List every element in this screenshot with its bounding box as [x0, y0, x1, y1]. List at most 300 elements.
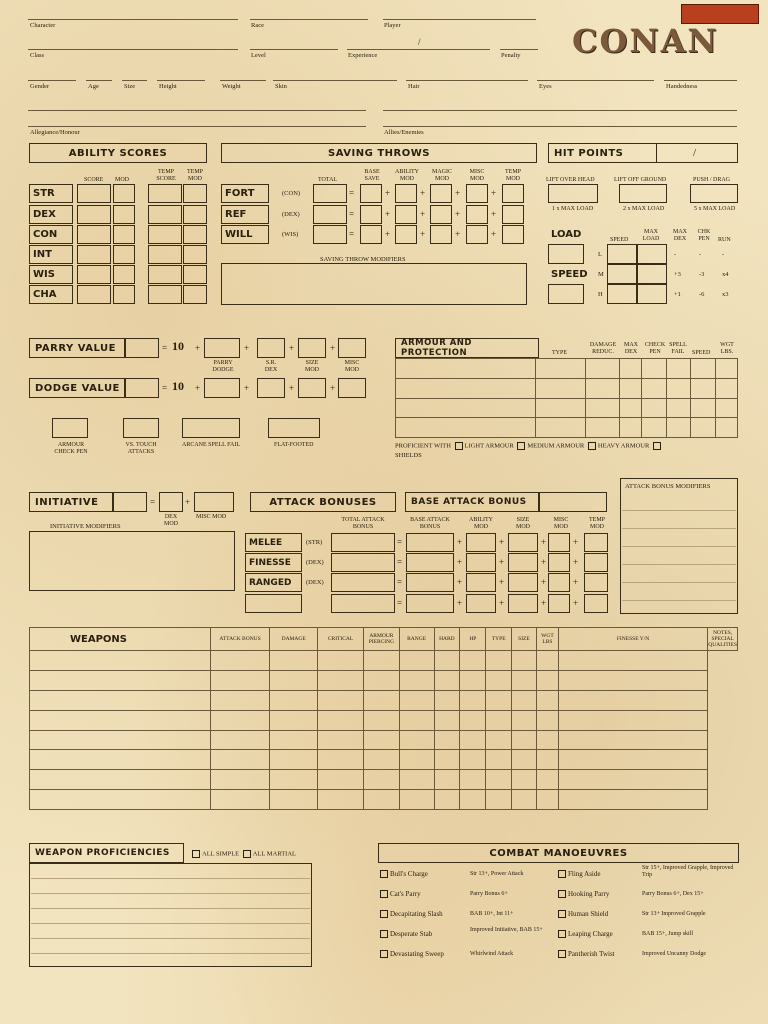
initiative-modifiers-box[interactable]	[29, 531, 235, 591]
defense-component-box[interactable]	[338, 378, 366, 398]
ability-1-name: DEX	[29, 205, 73, 224]
proficiency-line	[31, 953, 310, 954]
weapon-cell[interactable]	[399, 790, 434, 810]
ability-mod-box[interactable]	[113, 205, 135, 224]
push-drag-box[interactable]	[690, 184, 738, 203]
manoeuvre-right-0	[556, 870, 646, 878]
weapon-cell[interactable]	[511, 710, 536, 730]
heavy-armour-checkbox-2[interactable]	[653, 442, 661, 450]
weapon-cell[interactable]	[486, 730, 511, 750]
attack-plus: +	[541, 557, 547, 567]
weapon-cell[interactable]	[318, 651, 364, 671]
weapon-cell[interactable]	[434, 730, 460, 750]
save-component-box[interactable]	[502, 184, 524, 203]
weapon-cell[interactable]	[364, 670, 400, 690]
weapon-cell[interactable]	[486, 710, 511, 730]
weapon-cell[interactable]	[537, 690, 559, 710]
manoeuvre-checkbox[interactable]	[380, 950, 388, 958]
weapon-cell[interactable]	[537, 770, 559, 790]
attack-component-box[interactable]	[466, 573, 496, 592]
manoeuvre-requirement: Str 15+, Improved Grapple, Improved Trip	[642, 865, 734, 878]
weapon-cell[interactable]	[558, 670, 707, 690]
weapon-cell[interactable]	[318, 790, 364, 810]
weapon-cell[interactable]	[558, 770, 707, 790]
armour-cell[interactable]	[620, 359, 642, 379]
weapon-cell[interactable]	[270, 750, 318, 770]
initiative-dex-box[interactable]	[159, 492, 183, 512]
arcane-box[interactable]	[182, 418, 240, 438]
col-armour-wgt: WGT LBS.	[720, 342, 734, 355]
weapons-col-header: WGT LBS	[537, 628, 559, 651]
attack-plus: +	[457, 557, 463, 567]
def-plus: +	[244, 383, 250, 393]
medium-armour-checkbox[interactable]	[517, 442, 525, 450]
save-component-box[interactable]	[430, 184, 452, 203]
load-speed-box[interactable]	[607, 264, 637, 284]
weapon-cell[interactable]	[210, 790, 270, 810]
vs-touch-box[interactable]	[123, 418, 159, 438]
defense-component-box[interactable]	[257, 378, 285, 398]
initiative-eq: =	[150, 497, 156, 507]
ability-temp-mod-box[interactable]	[183, 225, 207, 244]
speed-box[interactable]	[548, 284, 584, 304]
weapon-cell[interactable]	[318, 770, 364, 790]
ability-score-box[interactable]	[77, 225, 111, 244]
weapon-cell[interactable]	[399, 651, 434, 671]
attack-component-box[interactable]	[548, 594, 570, 613]
col-max-dex: MAX DEX	[672, 229, 687, 242]
weapon-cell[interactable]	[364, 690, 400, 710]
defense-component-box[interactable]	[257, 338, 285, 358]
weapon-cell[interactable]	[511, 770, 536, 790]
weapon-cell[interactable]	[558, 730, 707, 750]
weapon-cell[interactable]	[364, 710, 400, 730]
armour-cell[interactable]	[666, 359, 690, 379]
attack-plus: +	[499, 598, 505, 608]
weapon-cell[interactable]	[399, 750, 434, 770]
attack-plus: +	[499, 577, 505, 587]
armour-cell[interactable]	[715, 359, 737, 379]
ability-score-box[interactable]	[77, 205, 111, 224]
initiative-total-box[interactable]	[113, 492, 147, 512]
armour-cell[interactable]	[642, 418, 666, 438]
weapon-cell[interactable]	[460, 730, 486, 750]
weapon-cell[interactable]	[318, 750, 364, 770]
armour-cell[interactable]	[691, 418, 715, 438]
save-component-box[interactable]	[360, 225, 382, 244]
lift-ground-box[interactable]	[619, 184, 667, 203]
attack-component-box[interactable]	[548, 573, 570, 592]
ability-mod-box[interactable]	[113, 245, 135, 264]
weapon-cell[interactable]	[270, 651, 318, 671]
weapon-cell[interactable]	[460, 790, 486, 810]
weapon-cell[interactable]	[460, 651, 486, 671]
ability-temp-score-box[interactable]	[148, 285, 182, 304]
weapon-cell[interactable]	[558, 750, 707, 770]
attack-component-box[interactable]	[584, 573, 608, 592]
save-component-box[interactable]	[466, 184, 488, 203]
weapon-cell[interactable]	[537, 790, 559, 810]
armour-cell[interactable]	[396, 398, 536, 418]
label-weight: Weight	[222, 83, 241, 90]
armour-cell[interactable]	[585, 378, 619, 398]
ability-temp-mod-box[interactable]	[183, 245, 207, 264]
load-run-value: x3	[722, 291, 729, 298]
manoeuvre-checkbox[interactable]	[380, 910, 388, 918]
weapon-cell[interactable]	[558, 690, 707, 710]
load-box[interactable]	[548, 244, 584, 264]
manoeuvre-checkbox[interactable]	[558, 910, 566, 918]
save-0-name: FORT	[221, 184, 269, 203]
dodge-total-box[interactable]	[125, 378, 159, 398]
weapon-cell[interactable]	[511, 750, 536, 770]
weapon-cell[interactable]	[318, 670, 364, 690]
armour-cell[interactable]	[536, 378, 586, 398]
weapon-cell[interactable]	[364, 730, 400, 750]
armour-cell[interactable]	[715, 378, 737, 398]
attack-total-box[interactable]	[331, 553, 395, 572]
save-total-box[interactable]	[313, 205, 347, 224]
save-total-box[interactable]	[313, 225, 347, 244]
col-attack-size: SIZE MOD	[515, 517, 530, 530]
weapon-cell[interactable]	[558, 651, 707, 671]
weapon-cell[interactable]	[318, 730, 364, 750]
armour-check-box[interactable]	[52, 418, 88, 438]
ability-temp-mod-box[interactable]	[183, 265, 207, 284]
col-total-attack: TOTAL ATTACK BONUS	[341, 517, 385, 530]
ability-temp-mod-box[interactable]	[183, 184, 207, 203]
weapon-cell[interactable]	[270, 710, 318, 730]
load-maxload-box[interactable]	[637, 264, 667, 284]
armour-cell[interactable]	[396, 418, 536, 438]
weapon-cell[interactable]	[537, 651, 559, 671]
saving-throw-modifiers-box[interactable]	[221, 263, 527, 305]
weapon-cell[interactable]	[210, 770, 270, 790]
armour-cell[interactable]	[620, 398, 642, 418]
weapon-cell[interactable]	[30, 670, 211, 690]
weapon-cell[interactable]	[399, 670, 434, 690]
weapon-cell[interactable]	[434, 670, 460, 690]
weapon-cell[interactable]	[364, 651, 400, 671]
flat-footed-box[interactable]	[268, 418, 320, 438]
def-plus: +	[330, 343, 336, 353]
armour-check-label: ARMOUR CHECK PEN	[54, 442, 88, 455]
attack-component-box[interactable]	[508, 553, 538, 572]
all-martial-checkbox[interactable]	[243, 850, 251, 858]
ability-temp-score-box[interactable]	[148, 245, 182, 264]
attack-plus: +	[457, 577, 463, 587]
weapon-cell[interactable]	[558, 790, 707, 810]
weapon-cell[interactable]	[399, 710, 434, 730]
proficiency-line	[31, 938, 310, 939]
load-chkpen-value: -	[699, 251, 702, 258]
armour-cell[interactable]	[642, 378, 666, 398]
ability-temp-mod-box[interactable]	[183, 285, 207, 304]
attack-total-box[interactable]	[331, 573, 395, 592]
attack-component-box[interactable]	[548, 533, 570, 552]
attack-component-box[interactable]	[508, 573, 538, 592]
load-maxload-box[interactable]	[637, 284, 667, 304]
manoeuvre-checkbox[interactable]	[558, 950, 566, 958]
weapon-cell[interactable]	[399, 730, 434, 750]
ability-mod-box[interactable]	[113, 265, 135, 284]
light-armour-checkbox[interactable]	[455, 442, 463, 450]
col-base-save: BASE SAVE	[364, 169, 380, 182]
weapon-cell[interactable]	[434, 710, 460, 730]
armour-cell[interactable]	[620, 378, 642, 398]
armour-cell[interactable]	[396, 359, 536, 379]
hit-points-label: HIT POINTS	[554, 147, 624, 159]
weapon-cell[interactable]	[210, 730, 270, 750]
col-max-load: MAX LOAD	[642, 229, 660, 242]
weapon-cell[interactable]	[210, 690, 270, 710]
parry-ten: 10	[172, 339, 184, 353]
weapon-cell[interactable]	[537, 730, 559, 750]
weapon-cell[interactable]	[30, 770, 211, 790]
attack-component-box[interactable]	[406, 573, 454, 592]
ability-5-name: CHA	[29, 285, 73, 304]
proficient-row	[395, 442, 663, 450]
attack-component-box[interactable]	[406, 553, 454, 572]
weapon-cell[interactable]	[511, 651, 536, 671]
all-simple-checkbox[interactable]	[192, 850, 200, 858]
armour-cell[interactable]	[536, 418, 586, 438]
attack-component-box[interactable]	[584, 594, 608, 613]
medium-armour-label: MEDIUM ARMOUR	[527, 442, 585, 450]
armour-cell[interactable]	[536, 398, 586, 418]
col-chk-pen: CHK PEN	[697, 229, 711, 242]
weapon-cell[interactable]	[210, 750, 270, 770]
attack-component-box[interactable]	[466, 594, 496, 613]
weapon-cell[interactable]	[30, 750, 211, 770]
defense-component-box[interactable]	[298, 378, 326, 398]
col-score: SCORE	[84, 177, 104, 183]
label-eyes: Eyes	[539, 83, 552, 90]
save-component-box[interactable]	[360, 184, 382, 203]
ability-temp-score-box[interactable]	[148, 265, 182, 284]
armour-cell[interactable]	[585, 398, 619, 418]
attack-plus: +	[573, 537, 579, 547]
attack-component-box[interactable]	[466, 533, 496, 552]
attack-component-box[interactable]	[466, 553, 496, 572]
base-attack-bonus-box[interactable]	[539, 492, 607, 512]
weapon-cell[interactable]	[434, 770, 460, 790]
manoeuvre-checkbox[interactable]	[558, 930, 566, 938]
weapon-cell[interactable]	[460, 710, 486, 730]
weapon-cell[interactable]	[511, 690, 536, 710]
weapon-cell[interactable]	[537, 710, 559, 730]
col-armour-maxdex: MAX DEX	[623, 342, 638, 355]
weapon-cell[interactable]	[486, 670, 511, 690]
ability-mod-box[interactable]	[113, 225, 135, 244]
armour-cell[interactable]	[536, 359, 586, 379]
weapon-cell[interactable]	[270, 690, 318, 710]
weapon-cell[interactable]	[399, 690, 434, 710]
weapon-cell[interactable]	[364, 750, 400, 770]
weapons-col-header: ARMOUR PIERCING	[364, 628, 400, 651]
ability-temp-score-box[interactable]	[148, 205, 182, 224]
weapon-cell[interactable]	[30, 730, 211, 750]
load-maxload-box[interactable]	[637, 244, 667, 264]
save-component-box[interactable]	[395, 205, 417, 224]
armour-cell[interactable]	[715, 418, 737, 438]
weapon-cell[interactable]	[364, 770, 400, 790]
ability-mod-box[interactable]	[113, 184, 135, 203]
weapon-cell[interactable]	[486, 770, 511, 790]
save-1-name: REF	[221, 205, 269, 224]
armour-cell[interactable]	[666, 378, 690, 398]
ability-temp-score-box[interactable]	[148, 225, 182, 244]
manoeuvre-checkbox[interactable]	[380, 930, 388, 938]
label-allegiance: Allegiance/Honour	[30, 129, 80, 136]
weapon-cell[interactable]	[511, 730, 536, 750]
weapon-cell[interactable]	[486, 690, 511, 710]
armour-cell[interactable]	[585, 359, 619, 379]
weapon-cell[interactable]	[460, 670, 486, 690]
attack-eq: =	[397, 537, 403, 547]
manoeuvre-checkbox[interactable]	[380, 890, 388, 898]
weapon-cell[interactable]	[210, 670, 270, 690]
manoeuvre-name: Hooking Parry	[568, 890, 610, 898]
weapon-cell[interactable]	[511, 790, 536, 810]
armour-cell[interactable]	[396, 378, 536, 398]
weapon-cell[interactable]	[210, 651, 270, 671]
load-run-value: x4	[722, 271, 729, 278]
weapon-cell[interactable]	[30, 651, 211, 671]
armour-cell[interactable]	[642, 398, 666, 418]
weapon-cell[interactable]	[399, 770, 434, 790]
ability-score-box[interactable]	[77, 184, 111, 203]
manoeuvre-checkbox[interactable]	[380, 870, 388, 878]
weapon-cell[interactable]	[30, 790, 211, 810]
save-component-box[interactable]	[466, 205, 488, 224]
manoeuvre-name: Human Shield	[568, 910, 609, 918]
weapon-cell[interactable]	[364, 790, 400, 810]
weapon-cell[interactable]	[30, 690, 211, 710]
armour-cell[interactable]	[620, 418, 642, 438]
save-component-box[interactable]	[360, 205, 382, 224]
attack-component-box[interactable]	[584, 553, 608, 572]
load-row-1-letter: M	[598, 271, 604, 278]
armour-cell[interactable]	[666, 398, 690, 418]
weapon-cell[interactable]	[434, 651, 460, 671]
ability-score-box[interactable]	[77, 245, 111, 264]
defense-component-box[interactable]	[204, 378, 240, 398]
attack-component-box[interactable]	[548, 553, 570, 572]
load-speed-box[interactable]	[607, 284, 637, 304]
save-component-box[interactable]	[430, 205, 452, 224]
heavy-armour-checkbox[interactable]	[588, 442, 596, 450]
attack-plus: +	[457, 598, 463, 608]
parry-total-box[interactable]	[125, 338, 159, 358]
weapon-cell[interactable]	[486, 790, 511, 810]
save-component-box[interactable]	[430, 225, 452, 244]
weapon-cell[interactable]	[210, 710, 270, 730]
ability-temp-score-box[interactable]	[148, 184, 182, 203]
armour-cell[interactable]	[666, 418, 690, 438]
ability-temp-mod-box[interactable]	[183, 205, 207, 224]
weapon-cell[interactable]	[270, 790, 318, 810]
manoeuvre-right-4	[556, 950, 646, 958]
manoeuvre-checkbox[interactable]	[558, 870, 566, 878]
weapon-cell[interactable]	[486, 750, 511, 770]
save-component-box[interactable]	[502, 205, 524, 224]
load-speed-box[interactable]	[607, 244, 637, 264]
light-armour-label: LIGHT ARMOUR	[464, 442, 514, 450]
save-component-box[interactable]	[395, 225, 417, 244]
weapons-col-header: HP	[460, 628, 486, 651]
weapon-cell[interactable]	[460, 750, 486, 770]
weapon-cell[interactable]	[434, 750, 460, 770]
label-handedness: Handedness	[666, 83, 698, 90]
weapon-cell[interactable]	[511, 670, 536, 690]
initiative-plus: +	[185, 497, 191, 507]
save-plus: +	[455, 188, 461, 198]
attack-component-box[interactable]	[584, 533, 608, 552]
save-component-box[interactable]	[395, 184, 417, 203]
manoeuvre-checkbox[interactable]	[558, 890, 566, 898]
armour-cell[interactable]	[691, 398, 715, 418]
lift-head-box[interactable]	[548, 184, 598, 203]
attack-component-box[interactable]	[406, 594, 454, 613]
weapon-cell[interactable]	[318, 710, 364, 730]
ability-mod-box[interactable]	[113, 285, 135, 304]
ability-score-box[interactable]	[77, 285, 111, 304]
defense-component-box[interactable]	[338, 338, 366, 358]
label-allies: Allies/Enemies	[384, 129, 424, 136]
save-component-box[interactable]	[502, 225, 524, 244]
col-armour-type: TYPE	[552, 350, 567, 356]
attack-component-box[interactable]	[406, 533, 454, 552]
armour-table	[395, 358, 738, 438]
armour-cell[interactable]	[691, 359, 715, 379]
save-plus: +	[420, 229, 426, 239]
ability-score-box[interactable]	[77, 265, 111, 284]
armour-cell[interactable]	[585, 418, 619, 438]
weapon-cell[interactable]	[270, 730, 318, 750]
attack-row-0-attr: (STR)	[306, 539, 323, 546]
armour-cell[interactable]	[715, 398, 737, 418]
armour-cell[interactable]	[642, 359, 666, 379]
attack-total-box[interactable]	[331, 594, 395, 613]
weapon-cell[interactable]	[30, 710, 211, 730]
weapon-cell[interactable]	[558, 710, 707, 730]
defense-component-box[interactable]	[298, 338, 326, 358]
save-component-box[interactable]	[466, 225, 488, 244]
weapon-cell[interactable]	[537, 750, 559, 770]
col-armour-check: CHECK PEN	[644, 342, 666, 355]
weapon-cell[interactable]	[434, 690, 460, 710]
attack-total-box[interactable]	[331, 533, 395, 552]
label-race: Race	[251, 22, 264, 29]
attack-component-box[interactable]	[508, 533, 538, 552]
defense-component-box[interactable]	[204, 338, 240, 358]
initiative-misc-box[interactable]	[194, 492, 234, 512]
attack-component-box[interactable]	[508, 594, 538, 613]
save-total-box[interactable]	[313, 184, 347, 203]
weapon-cell[interactable]	[486, 651, 511, 671]
manoeuvre-name: Fling Aside	[568, 870, 601, 878]
armour-cell[interactable]	[691, 378, 715, 398]
attack-modifier-line	[622, 564, 736, 565]
weapon-cell[interactable]	[434, 790, 460, 810]
weapon-cell[interactable]	[460, 690, 486, 710]
weapon-cell[interactable]	[537, 670, 559, 690]
weapon-cell[interactable]	[270, 670, 318, 690]
weapon-cell[interactable]	[318, 690, 364, 710]
weapon-cell[interactable]	[460, 770, 486, 790]
weapon-cell[interactable]	[270, 770, 318, 790]
